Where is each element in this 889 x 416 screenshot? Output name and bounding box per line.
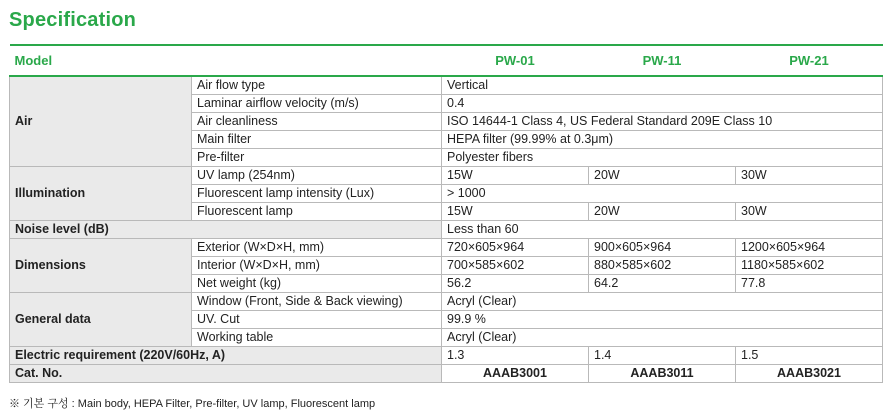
row-value: 30W <box>736 167 883 185</box>
category-general-data: General data <box>10 293 192 347</box>
row-label: Exterior (W×D×H, mm) <box>192 239 442 257</box>
row-label: UV. Cut <box>192 311 442 329</box>
row-value: 15W <box>442 203 589 221</box>
category-illumination: Illumination <box>10 167 192 221</box>
row-value: 15W <box>442 167 589 185</box>
model-pw21-header: PW-21 <box>736 45 883 76</box>
page-title: Specification <box>9 9 137 31</box>
model-header: Model <box>10 45 442 76</box>
row-value: 720×605×964 <box>442 239 589 257</box>
row-label: Air cleanliness <box>192 113 442 131</box>
row-value: Polyester fibers <box>442 149 883 167</box>
row-label: Fluorescent lamp intensity (Lux) <box>192 185 442 203</box>
row-label: Air flow type <box>192 76 442 95</box>
row-value: 64.2 <box>589 275 736 293</box>
row-label: Pre-filter <box>192 149 442 167</box>
row-value: 56.2 <box>442 275 589 293</box>
table-header-row <box>10 45 883 76</box>
row-value: 0.4 <box>442 95 883 113</box>
model-pw01-header: PW-01 <box>442 45 589 76</box>
row-label: Window (Front, Side & Back viewing) <box>192 293 442 311</box>
row-value: ISO 14644-1 Class 4, US Federal Standard 209E Class 10 <box>442 113 883 131</box>
row-value: HEPA filter (99.99% at 0.3μm) <box>442 131 883 149</box>
row-value: 1200×605×964 <box>736 239 883 257</box>
cat-no-value: AAAB3001 <box>442 365 589 383</box>
row-value: 99.9 % <box>442 311 883 329</box>
row-label: Net weight (kg) <box>192 275 442 293</box>
row-label: Laminar airflow velocity (m/s) <box>192 95 442 113</box>
row-value: 1.4 <box>589 347 736 365</box>
row-value: Vertical <box>442 76 883 95</box>
row-value: 20W <box>589 167 736 185</box>
category-cat-no: Cat. No. <box>10 365 442 383</box>
row-label: Main filter <box>192 131 442 149</box>
row-value: > 1000 <box>442 185 883 203</box>
row-value: 30W <box>736 203 883 221</box>
row-value: 700×585×602 <box>442 257 589 275</box>
row-label: Interior (W×D×H, mm) <box>192 257 442 275</box>
row-label: UV lamp (254nm) <box>192 167 442 185</box>
table-row <box>10 76 883 95</box>
model-pw11-header: PW-11 <box>589 45 736 76</box>
row-value: 880×585×602 <box>589 257 736 275</box>
row-value: 1180×585×602 <box>736 257 883 275</box>
cat-no-value: AAAB3021 <box>736 365 883 383</box>
footnote: ※ 기본 구성 : Main body, HEPA Filter, Pre-filter, UV lamp, Fluorescent lamp <box>9 398 376 410</box>
table-row <box>10 167 883 185</box>
row-value: Acryl (Clear) <box>442 293 883 311</box>
row-value: Less than 60 <box>442 221 883 239</box>
category-electric-requirement: Electric requirement (220V/60Hz, A) <box>10 347 442 365</box>
category-noise: Noise level (dB) <box>10 221 442 239</box>
specification-table <box>9 44 883 383</box>
row-label: Working table <box>192 329 442 347</box>
table-row <box>10 221 883 239</box>
table-row <box>10 365 883 383</box>
table-row <box>10 347 883 365</box>
table-row <box>10 239 883 257</box>
category-air: Air <box>10 76 192 167</box>
category-dimensions: Dimensions <box>10 239 192 293</box>
row-value: 1.3 <box>442 347 589 365</box>
row-label: Fluorescent lamp <box>192 203 442 221</box>
table-row <box>10 293 883 311</box>
row-value: Acryl (Clear) <box>442 329 883 347</box>
row-value: 20W <box>589 203 736 221</box>
row-value: 77.8 <box>736 275 883 293</box>
row-value: 900×605×964 <box>589 239 736 257</box>
row-value: 1.5 <box>736 347 883 365</box>
cat-no-value: AAAB3011 <box>589 365 736 383</box>
